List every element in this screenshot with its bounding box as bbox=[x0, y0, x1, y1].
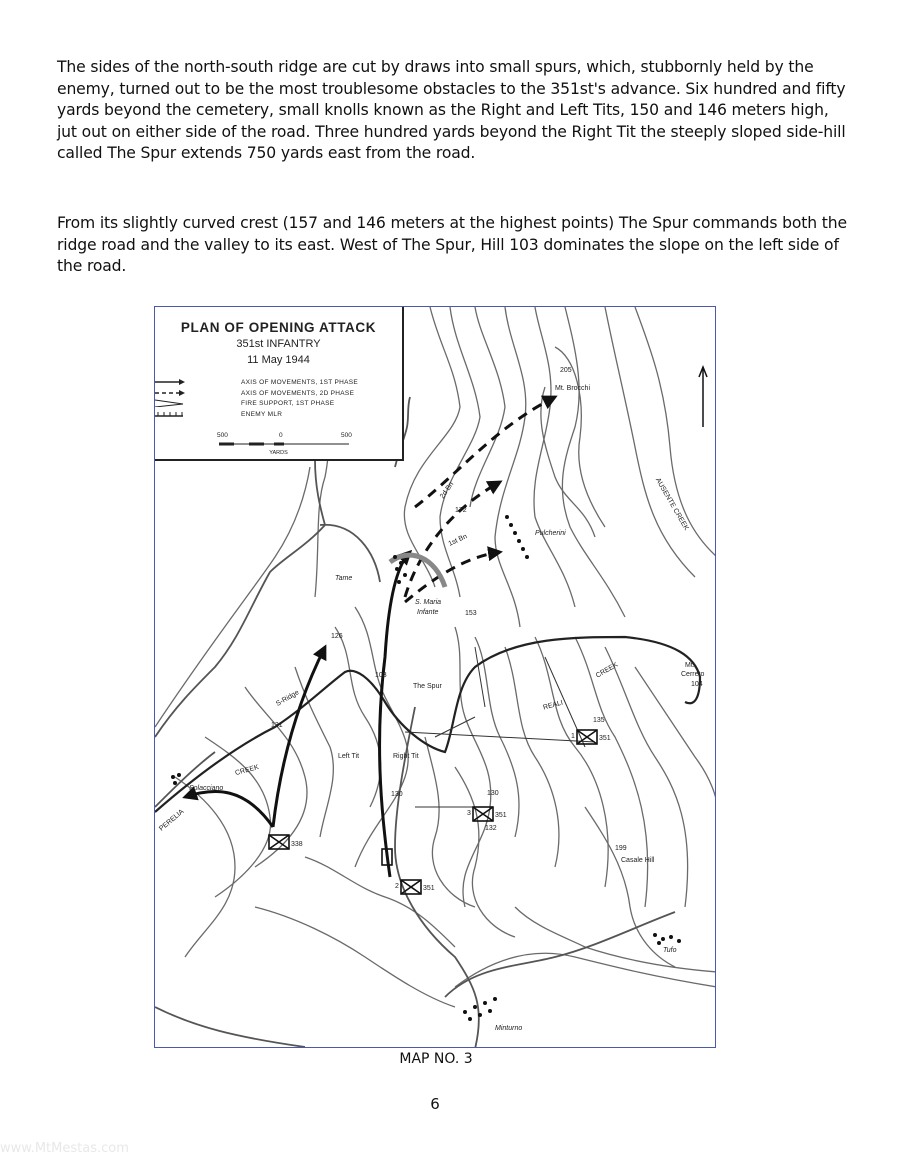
body-paragraph-2: From its slightly curved crest (157 and 146 meters at the highest points) The Spur commands both the ridge road and the valley to its east. West of The Spur, Hill 103 dominates the slope on the left side of the road. bbox=[57, 214, 847, 275]
page-number bbox=[0, 1095, 900, 1113]
label-mt-brocchi: Mt. Brocchi bbox=[555, 385, 591, 392]
map-caption-text: MAP NO. 3 bbox=[399, 1051, 473, 1067]
label-elev-103: 103 bbox=[375, 672, 387, 679]
legend-item-1: AXIS OF MOVEMENTS, 1ST PHASE bbox=[241, 379, 358, 386]
enemy-mlr-icon bbox=[155, 410, 185, 418]
map-legend bbox=[155, 307, 404, 461]
map-figure bbox=[154, 306, 716, 1048]
label-elev-130a: 130 bbox=[391, 791, 403, 798]
unit-num-2: 2 bbox=[395, 883, 399, 890]
fire-support-lines bbox=[405, 647, 595, 807]
label-solacciano: Solacciano bbox=[189, 785, 224, 792]
legend-item-3: FIRE SUPPORT, 1ST PHASE bbox=[241, 400, 335, 407]
label-the-spur: The Spur bbox=[413, 683, 442, 690]
label-elev-199: 199 bbox=[615, 845, 627, 852]
label-casale-hill: Casale Hill bbox=[621, 857, 655, 864]
unit-id-2: 351 bbox=[423, 885, 435, 892]
scale-label-right: 500 bbox=[341, 432, 352, 439]
unit-id-3: 351 bbox=[495, 812, 507, 819]
scale-label-left: 500 bbox=[217, 432, 228, 439]
body-paragraph-1: The sides of the north-south ridge are cut by draws into small spurs, which, stubbornly held by the enemy, turned out to be the most troublesome obstacles to the 351st's advance. Six hundred and fifty yards beyond the cemetery, small knolls known as the Right and Left Tits, 150 and 146 meters high, jut out on either side of the road. Three hundred yards beyond the Right Tit the steeply sloped side-hill called The Spur extends 750 yards east from the road. bbox=[57, 58, 846, 162]
map-caption bbox=[0, 1051, 900, 1067]
label-2d-bn: 2d Bn bbox=[439, 480, 456, 501]
label-perelia: PERELIA bbox=[158, 808, 186, 833]
label-s-maria: S. Maria bbox=[415, 599, 442, 606]
legend-item-2: AXIS OF MOVEMENTS, 2D PHASE bbox=[241, 390, 355, 397]
legend-item-4: ENEMY MLR bbox=[241, 411, 283, 418]
watermark: www.MtMestas.com bbox=[0, 1141, 129, 1156]
scale-unit: YARDS bbox=[269, 450, 288, 456]
label-minturno: Minturno bbox=[495, 1025, 523, 1032]
label-1st-bn: 1st Bn bbox=[447, 533, 469, 548]
solid-arrow-icon bbox=[155, 378, 185, 386]
label-elev-131: 131 bbox=[271, 722, 283, 729]
label-elev-130b: 130 bbox=[487, 790, 499, 797]
label-tufo: Tufo bbox=[663, 947, 677, 954]
label-elev-153: 153 bbox=[465, 610, 477, 617]
label-left-tit: Left Tit bbox=[338, 753, 360, 760]
scale-bar bbox=[219, 441, 351, 447]
label-creek: CREEK bbox=[234, 763, 260, 778]
movement-arrows bbox=[185, 552, 410, 877]
label-ausente-creek: AUSENTE CREEK bbox=[653, 477, 690, 532]
enemy-mlr-line bbox=[155, 637, 700, 812]
label-elev-132: 132 bbox=[485, 825, 497, 832]
label-reali-1: REALI bbox=[542, 699, 564, 712]
label-mt-cerreto-2: Cerreto bbox=[681, 671, 705, 678]
unit-symbols bbox=[269, 730, 597, 894]
unit-id-338: 338 bbox=[291, 841, 303, 848]
scale-label-mid: 0 bbox=[279, 432, 283, 439]
legend-title: PLAN OF OPENING ATTACK bbox=[180, 320, 377, 335]
label-elev-135: 135 bbox=[593, 717, 605, 724]
north-arrow bbox=[699, 367, 707, 427]
unit-id-1: 351 bbox=[599, 735, 611, 742]
label-s-ridge: S-Ridge bbox=[274, 689, 301, 708]
legend-unit: 351st INFANTRY bbox=[236, 338, 321, 350]
label-mt-cerreto-1: Mt. bbox=[685, 662, 695, 669]
label-infante: Infante bbox=[417, 609, 439, 616]
fire-support-icon bbox=[155, 399, 185, 407]
dashed-arrow-icon bbox=[155, 389, 185, 397]
label-elev-126: 126 bbox=[331, 633, 343, 640]
label-elev-104: 104 bbox=[691, 681, 703, 688]
label-right-tit: Right Tit bbox=[393, 753, 419, 760]
page-number-text: 6 bbox=[430, 1095, 440, 1113]
label-tame: Tame bbox=[335, 575, 353, 582]
label-pulcherini: Pulcherini bbox=[535, 530, 566, 537]
unit-num-1: 1 bbox=[571, 733, 575, 740]
label-elev-205: 205 bbox=[560, 367, 572, 374]
legend-date: 11 May 1944 bbox=[247, 354, 310, 366]
unit-num-3: 3 bbox=[467, 810, 471, 817]
label-reali-2: CREEK bbox=[594, 661, 620, 680]
label-elev-172: 172 bbox=[455, 507, 467, 514]
